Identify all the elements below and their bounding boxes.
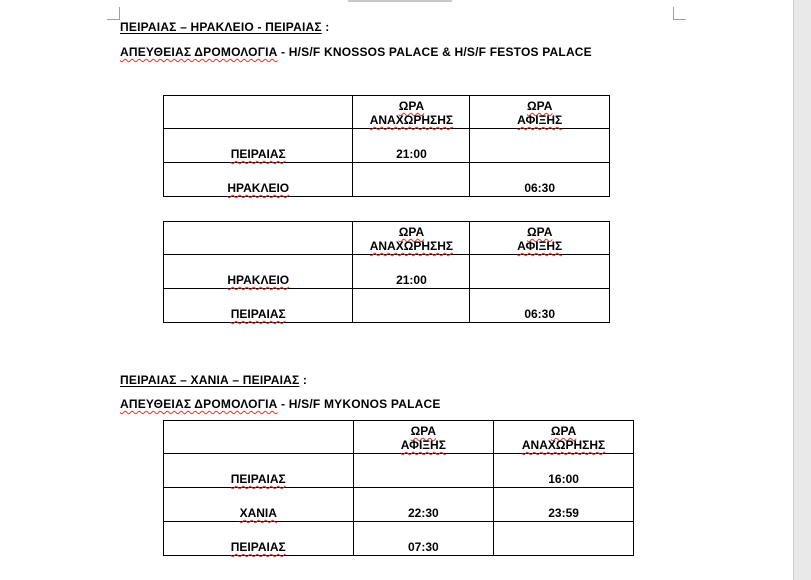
vertical-scrollbar[interactable] xyxy=(793,0,811,580)
ruler-edge xyxy=(348,0,452,2)
table-row xyxy=(164,488,634,522)
section2-subtitle-prefix: ΑΠΕΥΘΕΙΑΣ ΔΡΟΜΟΛΟΓΙΑ xyxy=(120,397,278,411)
table-header-row xyxy=(164,222,610,255)
section2-title-text: ΠΕΙΡΑΙΑΣ – ΧΑΝΙΑ – ΠΕΙΡΑΙΑΣ xyxy=(120,373,300,387)
section1-title-text: ΠΕΙΡΑΙΑΣ – ΗΡΑΚΛΕΙΟ - ΠΕΙΡΑΙΑΣ xyxy=(120,20,322,34)
table-corner-cell xyxy=(164,222,353,255)
port-name: ΧΑΝΙΑ xyxy=(239,506,277,520)
section2-subtitle-rest: - H/S/F MYKONOS PALACE xyxy=(277,397,441,411)
table-row xyxy=(164,289,610,323)
table-corner-cell xyxy=(164,96,353,129)
time-cell xyxy=(353,163,470,197)
time-cell: 23:59 xyxy=(494,488,634,522)
section2-subtitle xyxy=(120,397,441,411)
port-name: ΠΕΙΡΑΙΑΣ xyxy=(230,147,286,161)
port-name: ΠΕΙΡΑΙΑΣ xyxy=(230,307,286,321)
time-cell: 06:30 xyxy=(470,163,610,197)
section2-title-suffix: : xyxy=(299,373,308,387)
section1-title xyxy=(120,20,330,34)
section1-title-suffix: : xyxy=(321,20,330,34)
time-cell: 06:30 xyxy=(470,289,610,323)
schedule-table-3 xyxy=(163,420,634,556)
header-cell: ΩΡΑ ΑΦΙΞΗΣ xyxy=(470,96,610,129)
schedule-table-2 xyxy=(163,221,610,323)
port-name: ΠΕΙΡΑΙΑΣ xyxy=(230,540,286,554)
margin-corner-top-left xyxy=(107,7,120,20)
time-cell: 21:00 xyxy=(353,255,470,289)
section1-subtitle-prefix: ΑΠΕΥΘΕΙΑΣ ΔΡΟΜΟΛΟΓΙΑ xyxy=(120,45,278,59)
margin-corner-top-right xyxy=(673,7,686,20)
table-row xyxy=(164,129,610,163)
time-cell xyxy=(353,289,470,323)
header-cell: ΩΡΑ ΑΦΙΞΗΣ xyxy=(470,222,610,255)
header-cell: ΩΡΑ ΑΝΑΧΩΡΗΣΗΣ xyxy=(353,222,470,255)
table-header-row xyxy=(164,96,610,129)
time-cell xyxy=(470,255,610,289)
time-cell: 22:30 xyxy=(353,488,494,522)
table-corner-cell xyxy=(164,421,354,454)
table-row xyxy=(164,454,634,488)
table-row xyxy=(164,255,610,289)
section1-subtitle xyxy=(120,45,592,59)
section1-subtitle-rest: - H/S/F KNOSSOS PALACE & H/S/F FESTOS PALACE xyxy=(277,45,592,59)
header-cell: ΩΡΑ ΑΝΑΧΩΡΗΣΗΣ xyxy=(353,96,470,129)
header-cell: ΩΡΑ ΑΦΙΞΗΣ xyxy=(353,421,494,454)
time-cell: 16:00 xyxy=(494,454,634,488)
port-name: ΠΕΙΡΑΙΑΣ xyxy=(230,472,286,486)
header-cell: ΩΡΑ ΑΝΑΧΩΡΗΣΗΣ xyxy=(494,421,634,454)
schedule-table-1 xyxy=(163,95,610,197)
time-cell: 21:00 xyxy=(353,129,470,163)
time-cell: 07:30 xyxy=(353,522,494,556)
port-name: ΗΡΑΚΛΕΙΟ xyxy=(227,273,290,287)
port-name: ΗΡΑΚΛΕΙΟ xyxy=(227,181,290,195)
table-row xyxy=(164,163,610,197)
time-cell xyxy=(470,129,610,163)
time-cell xyxy=(353,454,494,488)
section2-title xyxy=(120,373,307,387)
table-header-row xyxy=(164,421,634,454)
time-cell xyxy=(494,522,634,556)
table-row xyxy=(164,522,634,556)
